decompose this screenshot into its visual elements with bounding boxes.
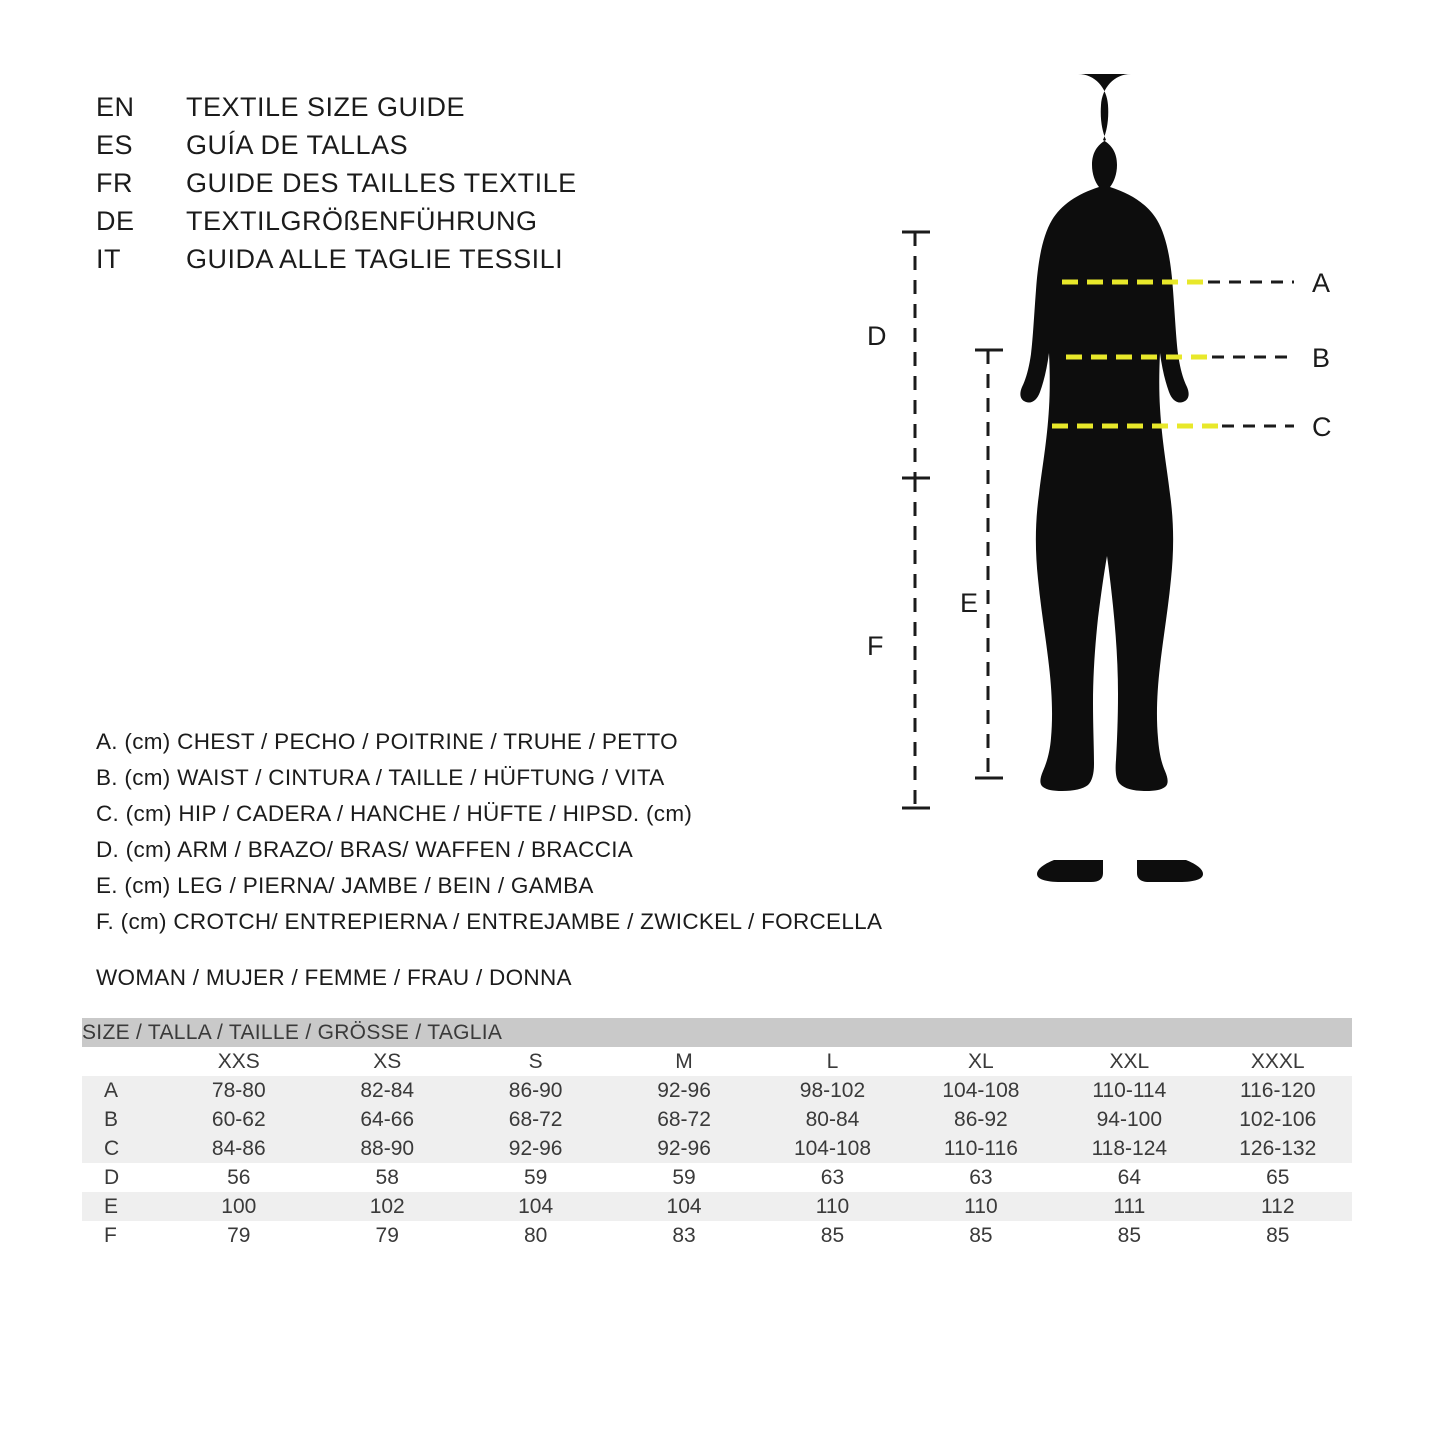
female-silhouette-icon — [1020, 74, 1203, 882]
cell-c-xl: 110-116 — [907, 1134, 1055, 1163]
cell-e-m: 104 — [610, 1192, 758, 1221]
cell-d-xxxl: 65 — [1204, 1163, 1352, 1192]
size-table — [82, 1018, 1352, 1250]
language-row-de — [96, 206, 577, 244]
table-row — [82, 1192, 1352, 1221]
cell-e-xxl: 111 — [1055, 1192, 1203, 1221]
table-header-m: M — [610, 1047, 758, 1076]
marker-label-f: F — [867, 631, 884, 661]
table-header-xs: XS — [313, 1047, 461, 1076]
marker-leader-lines — [1208, 282, 1294, 426]
cell-c-xxl: 118-124 — [1055, 1134, 1203, 1163]
size-table-wrapper — [82, 1018, 1352, 1250]
cell-d-xl: 63 — [907, 1163, 1055, 1192]
row-label-e: E — [82, 1192, 165, 1221]
table-header-corner — [82, 1047, 165, 1076]
table-row — [82, 1076, 1352, 1105]
cell-e-l: 110 — [758, 1192, 906, 1221]
cell-d-l: 63 — [758, 1163, 906, 1192]
language-row-es — [96, 130, 577, 168]
cell-c-s: 92-96 — [461, 1134, 609, 1163]
legend-item-c: C. (cm) HIP / CADERA / HANCHE / HÜFTE / HIPSD. (cm) — [96, 801, 693, 826]
cell-a-m: 92-96 — [610, 1076, 758, 1105]
table-row — [82, 1105, 1352, 1134]
cell-d-xxl: 64 — [1055, 1163, 1203, 1192]
table-row — [82, 1163, 1352, 1192]
language-title-block — [96, 92, 577, 282]
dimension-e — [975, 350, 1003, 778]
row-label-f: F — [82, 1221, 165, 1250]
body-measurement-diagram — [840, 60, 1400, 890]
cell-c-m: 92-96 — [610, 1134, 758, 1163]
language-title-fr: GUIDE DES TAILLES TEXTILE — [186, 168, 577, 198]
cell-f-xxl: 85 — [1055, 1221, 1203, 1250]
cell-e-xxs: 100 — [165, 1192, 313, 1221]
language-title-it: GUIDA ALLE TAGLIE TESSILI — [186, 244, 564, 274]
cell-a-xl: 104-108 — [907, 1076, 1055, 1105]
language-code-en: EN — [96, 92, 135, 122]
table-header-row — [82, 1047, 1352, 1076]
language-code-fr: FR — [96, 168, 133, 198]
cell-f-l: 85 — [758, 1221, 906, 1250]
cell-e-xl: 110 — [907, 1192, 1055, 1221]
marker-label-c: C — [1312, 412, 1332, 442]
cell-e-xs: 102 — [313, 1192, 461, 1221]
row-label-b: B — [82, 1105, 165, 1134]
language-row-en — [96, 92, 577, 130]
table-header-l: L — [758, 1047, 906, 1076]
table-band-row — [82, 1018, 1352, 1047]
row-label-a: A — [82, 1076, 165, 1105]
measurement-legend — [96, 724, 882, 940]
cell-c-l: 104-108 — [758, 1134, 906, 1163]
cell-b-s: 68-72 — [461, 1105, 609, 1134]
cell-b-xxs: 60-62 — [165, 1105, 313, 1134]
marker-label-a: A — [1312, 268, 1331, 298]
cell-c-xxs: 84-86 — [165, 1134, 313, 1163]
cell-b-xl: 86-92 — [907, 1105, 1055, 1134]
language-code-de: DE — [96, 206, 135, 236]
cell-f-s: 80 — [461, 1221, 609, 1250]
legend-item-f: F. (cm) CROTCH/ ENTREPIERNA / ENTREJAMBE / ZWICKEL / FORCELLA — [96, 909, 883, 934]
language-title-en: TEXTILE SIZE GUIDE — [186, 92, 466, 122]
cell-a-s: 86-90 — [461, 1076, 609, 1105]
cell-a-xxl: 110-114 — [1055, 1076, 1203, 1105]
cell-b-xxl: 94-100 — [1055, 1105, 1203, 1134]
legend-item-b: B. (cm) WAIST / CINTURA / TAILLE / HÜFTUNG / VITA — [96, 765, 665, 790]
row-label-d: D — [82, 1163, 165, 1192]
table-row — [82, 1221, 1352, 1250]
cell-b-m: 68-72 — [610, 1105, 758, 1134]
table-header-s: S — [461, 1047, 609, 1076]
cell-f-xs: 79 — [313, 1221, 461, 1250]
language-title-es: GUÍA DE TALLAS — [186, 130, 409, 160]
language-row-fr — [96, 168, 577, 206]
language-title-de: TEXTILGRÖßENFÜHRUNG — [186, 206, 538, 236]
dimension-f — [902, 478, 930, 808]
group-label: WOMAN / MUJER / FEMME / FRAU / DONNA — [96, 965, 572, 990]
cell-b-xxxl: 102-106 — [1204, 1105, 1352, 1134]
cell-a-xxs: 78-80 — [165, 1076, 313, 1105]
cell-a-xs: 82-84 — [313, 1076, 461, 1105]
cell-d-xs: 58 — [313, 1163, 461, 1192]
language-row-it — [96, 244, 577, 282]
cell-a-xxxl: 116-120 — [1204, 1076, 1352, 1105]
marker-label-d: D — [867, 321, 887, 351]
table-header-xxs: XXS — [165, 1047, 313, 1076]
cell-d-s: 59 — [461, 1163, 609, 1192]
cell-e-s: 104 — [461, 1192, 609, 1221]
row-label-c: C — [82, 1134, 165, 1163]
cell-c-xs: 88-90 — [313, 1134, 461, 1163]
cell-d-m: 59 — [610, 1163, 758, 1192]
language-code-it: IT — [96, 244, 121, 274]
cell-f-xxs: 79 — [165, 1221, 313, 1250]
legend-item-e: E. (cm) LEG / PIERNA/ JAMBE / BEIN / GAMBA — [96, 873, 594, 898]
table-header-xxl: XXL — [1055, 1047, 1203, 1076]
legend-item-a: A. (cm) CHEST / PECHO / POITRINE / TRUHE / PETTO — [96, 729, 678, 754]
cell-f-m: 83 — [610, 1221, 758, 1250]
cell-a-l: 98-102 — [758, 1076, 906, 1105]
cell-d-xxs: 56 — [165, 1163, 313, 1192]
marker-label-b: B — [1312, 343, 1331, 373]
cell-e-xxxl: 112 — [1204, 1192, 1352, 1221]
table-header-xl: XL — [907, 1047, 1055, 1076]
cell-b-l: 80-84 — [758, 1105, 906, 1134]
dimension-d — [902, 232, 930, 478]
cell-b-xs: 64-66 — [313, 1105, 461, 1134]
table-row — [82, 1134, 1352, 1163]
table-header-xxxl: XXXL — [1204, 1047, 1352, 1076]
cell-f-xxxl: 85 — [1204, 1221, 1352, 1250]
cell-f-xl: 85 — [907, 1221, 1055, 1250]
table-band-label: SIZE / TALLA / TAILLE / GRÖSSE / TAGLIA — [82, 1018, 1352, 1047]
marker-label-e: E — [960, 588, 979, 618]
cell-c-xxxl: 126-132 — [1204, 1134, 1352, 1163]
legend-item-d: D. (cm) ARM / BRAZO/ BRAS/ WAFFEN / BRACCIA — [96, 837, 634, 862]
language-code-es: ES — [96, 130, 134, 160]
